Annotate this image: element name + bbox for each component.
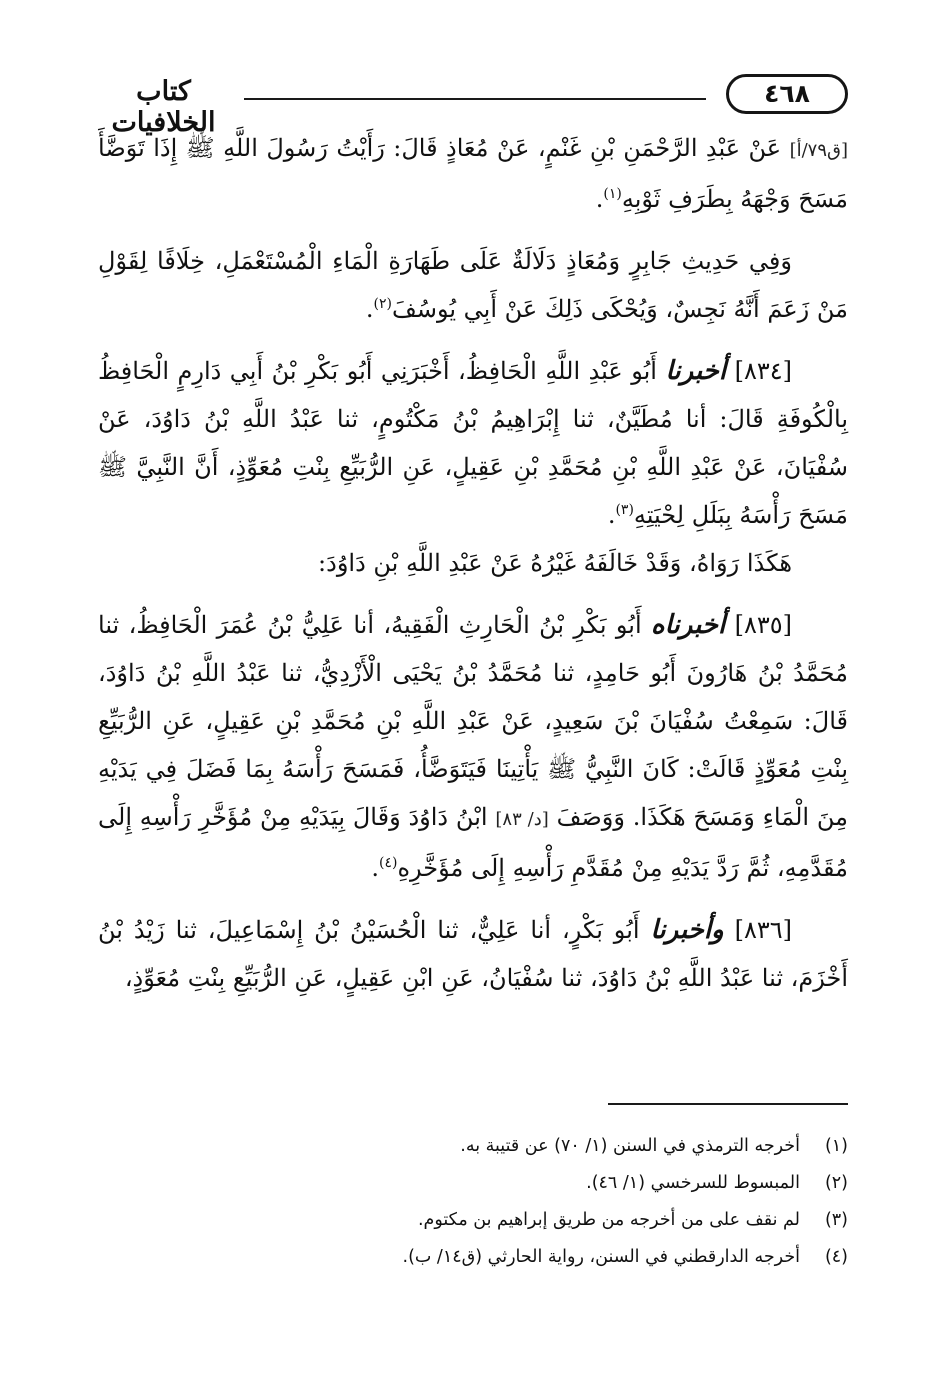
paragraph-end: . [595,185,604,213]
footnote-2 [98,1165,848,1202]
paragraph-text: أَبُو عَبْدِ اللَّهِ الْحَافِظُ، أَخْبَرَنِي أَبُو بَكْرِ بْنُ أَبِي دَارِمٍ الْحَافِظُ بِالْكُوفَةِ قَالَ: أنا مُطَيَّنٌ، ثنا إِبْرَاهِيمُ بْنُ مَكْتُومٍ، ثنا عَبْدُ اللَّهِ بْنُ دَاوُدَ، عَنْ سُفْيَانَ، عَنْ عَبْدِ اللَّهِ بْنِ مُحَمَّدِ بْنِ عَقِيلٍ، عَنِ الرُّبَيِّعِ بِنْتِ مُعَوِّذٍ، أَنَّ النَّبِيَّ ﷺ مَسَحَ رَأْسَهُ بِبَلَلِ لِحْيَتِهِ [98,357,849,529]
footnote-marker: (٣) [615,502,634,518]
manuscript-ref: [ق٧٩/أ] [789,140,848,161]
paragraph-text-continued: ابْنُ دَاوُدَ وَقَالَ بِيَدَيْهِ مِنْ مُؤَخَّرِ رَأْسِهِ إِلَى مُقَدَّمِهِ، ثُمَّ رَدَّ يَدَيْهِ مِنْ مُقَدَّمِ رَأْسِهِ إِلَى مُؤَخَّرِهِ [98,803,848,882]
narration-verb: أخبرناه [650,610,726,640]
footnote-text: لم نقف على من أخرجه من طريق إبراهيم بن مكتوم. [417,1210,800,1230]
page-header [96,70,848,138]
footnote-text: أخرجه الترمذي في السنن (١/ ٧٠) عن قتيبة به. [460,1136,800,1156]
paragraph-2 [98,237,848,333]
footnotes [98,1128,848,1276]
paragraph-text: أَبُو بَكْرٍ، أنا عَلِيٌّ، ثنا الْحُسَيْنُ بْنُ إِسْمَاعِيلَ، ثنا زَيْدُ بْنُ أَخْزَمَ، ثنا عَبْدُ اللَّهِ بْنُ دَاوُدَ، ثنا سُفْيَانُ، عَنِ ابْنِ عَقِيلٍ، عَنِ الرُّبَيِّعِ بِنْتِ مُعَوِّذٍ، [98,916,848,992]
footnote-number: (١) [824,1136,848,1156]
footnote-number: (٣) [824,1210,848,1230]
footnote-marker: (٢) [373,296,392,312]
paragraph-text: وَفِي حَدِيثِ جَابِرٍ وَمُعَاذٍ دَلَالَةٌ عَلَى طَهَارَةِ الْمَاءِ الْمُسْتَعْمَلِ، خِلَافًا لِقَوْلِ مَنْ زَعَمَ أَنَّهُ نَجِسٌ، وَيُحْكَى ذَلِكَ عَنْ أَبِي يُوسُفَ [98,247,848,323]
footnote-4 [98,1239,848,1276]
paragraph-1 [98,124,848,223]
footnote-number: (٢) [824,1173,848,1193]
hadith-number: [٨٣٤] [734,357,792,385]
hadith-number: [٨٣٦] [734,916,792,944]
paragraph-end: . [607,501,616,529]
narration-verb: وأخبرنا [650,915,724,945]
footnote-text: أخرجه الدارقطني في السنن، رواية الحارثي (ق١٤/ ب). [402,1247,800,1267]
footnote-marker: (٤) [378,855,398,871]
hadith-836 [98,906,848,1002]
footnote-number: (٤) [824,1247,848,1267]
paragraph-end: . [371,854,379,882]
footnote-3 [98,1202,848,1239]
paragraph-note [98,539,848,587]
book-title: كتاب الخلافيات [111,76,216,138]
paragraph-text: أَبُو بَكْرِ بْنُ الْحَارِثِ الْفَقِيهُ، أنا عَلِيُّ بْنُ عُمَرَ الْحَافِظُ، ثنا مُحَمَّدُ بْنُ هَارُونَ أَبُو حَامِدٍ، ثنا مُحَمَّدُ بْنُ يَحْيَى الْأَزْدِيُّ، ثنا عَبْدُ اللَّهِ بْنُ دَاوُدَ، قَالَ: سَمِعْتُ سُفْيَانَ بْنَ سَعِيدٍ، عَنْ عَبْدِ اللَّهِ بْنِ مُحَمَّدِ بْنِ عَقِيلٍ، عَنِ الرُّبَيِّعِ بِنْتِ مُعَوِّذٍ قَالَتْ: كَانَ النَّبِيُّ ﷺ يَأْتِينَا فَيَتَوَضَّأُ، فَمَسَحَ رَأْسَهُ بِمَا فَضَلَ فِي يَدَيْهِ مِنَ الْمَاءِ وَمَسَحَ هَكَذَا. وَوَصَفَ [98,611,848,831]
paragraph-end: . [365,295,374,323]
header-rule [244,98,706,100]
manuscript-ref: [د/ ٨٣] [495,809,549,830]
hadith-834 [98,347,848,539]
main-text [98,124,848,1002]
narration-verb: أخبرنا [665,356,727,386]
hadith-number: [٨٣٥] [734,611,792,639]
paragraph-text: هَكَذَا رَوَاهُ، وَقَدْ خَالَفَهُ غَيْرُهُ عَنْ عَبْدِ اللَّهِ بْنِ دَاوُدَ: [318,549,792,577]
footnote-1 [98,1128,848,1165]
page-number: ٤٦٨ [726,74,848,114]
footnote-marker: (١) [603,186,622,202]
paragraph-text: عَنْ عَبْدِ الرَّحْمَنِ بْنِ غَنْمٍ، عَنْ مُعَاذٍ قَالَ: رَأَيْتُ رَسُولَ اللَّهِ ﷺ إِذَا تَوَضَّأَ مَسَحَ وَجْهَهُ بِطَرَفِ ثَوْبِهِ [98,134,848,213]
footnote-separator [608,1103,848,1105]
footnote-text: المبسوط للسرخسي (١/ ٤٦). [586,1173,800,1193]
hadith-835 [98,601,848,892]
